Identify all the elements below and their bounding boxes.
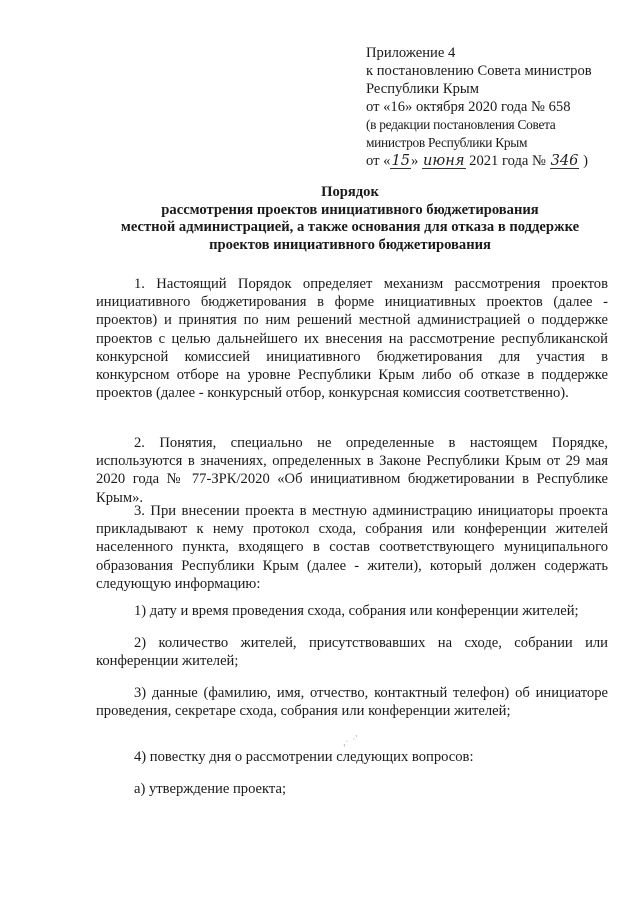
appendix-date-suffix: ) xyxy=(579,153,588,169)
list-item-3-text: 3) данные (фамилию, имя, отчество, контактный телефон) об инициаторе проведения, секретаре схода, собрания или конференции жителей; xyxy=(96,685,608,720)
appendix-line-6: министров Республики Крым xyxy=(366,135,528,150)
paragraph-3-text: 3. При внесении проекта в местную администрацию инициаторы проекта прикладывают к нему протокол схода, собрания или конференции жителей населенного пункта, входящего в состав соответствующего муниципального образования Республики Крым (далее - жители), который должен содержать следующую информацию: xyxy=(96,503,608,592)
title-line-4: проектов инициативного бюджетирования xyxy=(209,236,491,253)
appendix-header xyxy=(366,44,636,170)
handwritten-day: 15 xyxy=(391,152,411,169)
appendix-line-3: Республики Крым xyxy=(366,81,479,97)
paragraph-2-text: 2. Понятия, специально не определенные в настоящем Порядке, используются в значениях, определенных в Законе Республики Крым от 29 мая 2020 года № 77-ЗРК/2020 «Об инициативном бюджетировании в Республике Крым». xyxy=(96,435,608,506)
paragraph-3 xyxy=(96,502,608,593)
title-line-1: Порядок xyxy=(321,184,379,200)
list-item-2-text: 2) количество жителей, присутствовавших на сходе, собрании или конференции жителей; xyxy=(96,635,608,670)
handwritten-month: июня xyxy=(422,152,465,169)
list-item-a xyxy=(96,780,608,798)
document-title xyxy=(80,184,620,254)
list-item-2 xyxy=(96,634,608,670)
title-line-2: рассмотрения проектов инициативного бюджетирования xyxy=(161,201,539,218)
list-item-a-text: а) утверждение проекта; xyxy=(134,781,287,797)
handwritten-number: 346 xyxy=(550,152,579,169)
appendix-line-5: (в редакции постановления Совета xyxy=(366,117,556,132)
appendix-line-1: Приложение 4 xyxy=(366,45,456,61)
title-line-3: местной администрацией, а также основания для отказа в поддержке xyxy=(120,219,580,235)
list-item-3 xyxy=(96,684,608,720)
appendix-line-2: к постановлению Совета министров xyxy=(366,63,592,79)
list-item-1 xyxy=(96,602,608,620)
list-item-4-text: 4) повестку дня о рассмотрении следующих вопросов: xyxy=(134,749,474,765)
appendix-line-4: от «16» октября 2020 года № 658 xyxy=(366,99,571,115)
paragraph-1 xyxy=(96,275,608,402)
appendix-line-7 xyxy=(366,152,636,170)
paragraph-2 xyxy=(96,434,608,507)
list-item-1-text: 1) дату и время проведения схода, собрания или конференции жителей; xyxy=(134,603,579,619)
paragraph-1-text: 1. Настоящий Порядок определяет механизм рассмотрения проектов инициативного бюджетирования в форме инициативных проектов (далее - проектов) и принятия по ним решений местной администрацией о поддержке проектов с целью дальнейшего их внесения на рассмотрение республиканской конкурсной комиссией инициативного бюджетирования для участия в конкурсном отборе на уровне Республики Крым либо об отказе в поддержке проектов (далее - конкурсный отбор, конкурсная комиссия соответственно). xyxy=(96,276,608,402)
list-item-4 xyxy=(96,748,608,766)
appendix-date-mid: » xyxy=(411,153,422,169)
appendix-date-year: 2021 года № xyxy=(465,153,550,169)
scan-artifact: ,· ·' xyxy=(340,732,361,748)
appendix-date-prefix: от « xyxy=(366,153,391,169)
